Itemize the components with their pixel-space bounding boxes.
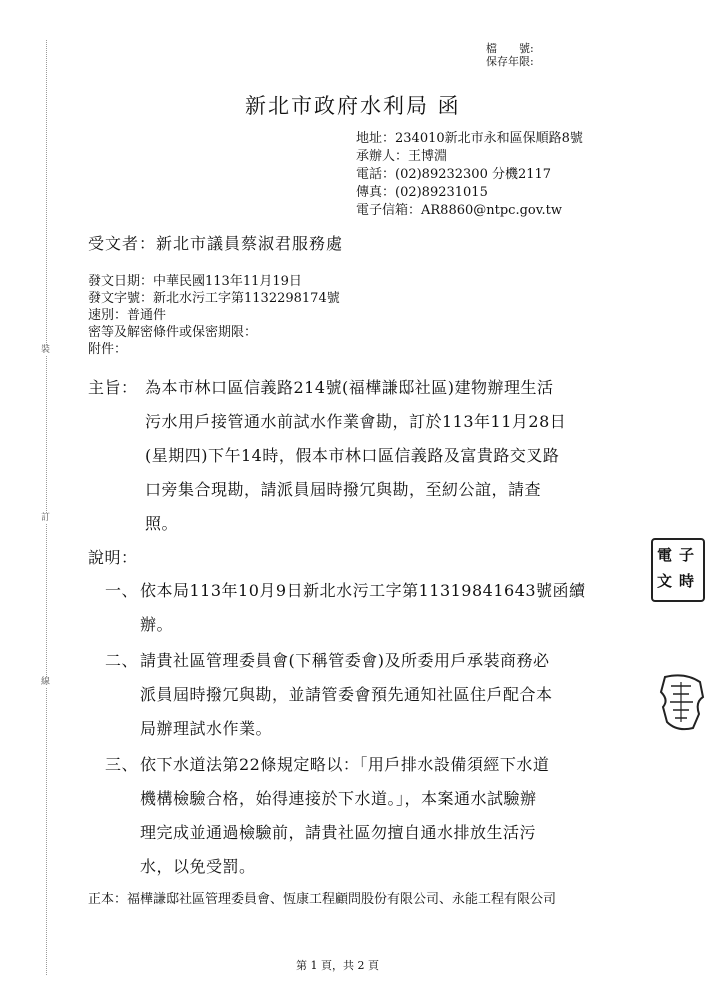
explanation-item-number: 一、 — [105, 581, 139, 600]
carbon-copy-recipients: 正本：福樺謙邸社區管理委員會、恆康工程顧問股份有限公司、永能工程有限公司 — [88, 892, 557, 907]
binding-line — [46, 40, 47, 975]
explanation-line: 局辦理試水作業。 — [140, 719, 273, 738]
explanation-line: 辦。 — [140, 615, 174, 634]
stamp-char: 時 — [679, 572, 695, 590]
binding-mark-ding: 訂 — [41, 513, 51, 523]
attachment: 附件： — [88, 342, 128, 357]
contact-address: 地址：234010新北市永和區保順路8號 — [356, 131, 583, 146]
subject-line: (星期四)下午14時，假本市林口區信義路及富貴路交叉路 — [145, 446, 560, 465]
explanation-line: 派員屆時撥冗與勘，並請管委會預先通知社區住戶配合本 — [140, 685, 553, 704]
subject-line: 污水用戶接管通水前試水作業會勘，訂於113年11月28日 — [145, 412, 567, 431]
secrecy-level: 密等及解密條件或保密期限： — [88, 325, 258, 340]
binding-mark-xian: 線 — [41, 677, 51, 687]
file-number-label: 檔 號: — [486, 42, 534, 55]
explanation-line: 請貴社區管理委員會(下稱管委會)及所委用戶承裝商務必 — [140, 651, 550, 670]
page-number: 第 1 頁，共 2 頁 — [296, 959, 379, 972]
document-number: 發文字號：新北水污工字第1132298174號 — [88, 291, 340, 306]
explanation-line: 理完成並通過檢驗前，請貴社區勿擅自通水排放生活污 — [140, 823, 537, 842]
explanation-line: 依下水道法第22條規定略以：「用戶排水設備須經下水道 — [140, 755, 550, 774]
retention-period-label: 保存年限: — [486, 55, 534, 68]
subject-label: 主旨： — [88, 378, 138, 397]
subject-line: 為本市林口區信義路214號(福樺謙邸社區)建物辦理生活 — [145, 378, 554, 397]
contact-phone: 電話：(02)89232300 分機2117 — [356, 167, 552, 182]
stamp-char: 子 — [679, 546, 695, 564]
contact-fax: 傳真：(02)89231015 — [356, 185, 488, 200]
explanation-line: 依本局113年10月9日新北水污工字第11319841643號函續 — [140, 581, 586, 600]
explanation-item-number: 二、 — [105, 651, 139, 670]
explanation-label: 說明： — [88, 548, 138, 567]
stamp-char: 電 — [657, 546, 673, 564]
document-title: 新北市政府水利局 函 — [245, 94, 461, 118]
recipient: 受文者：新北市議員蔡淑君服務處 — [88, 234, 344, 253]
binding-mark-zhuang: 裝 — [41, 345, 51, 355]
stamp-char: 文 — [657, 572, 673, 590]
explanation-item-number: 三、 — [105, 755, 139, 774]
seal-fragment-icon — [655, 672, 705, 732]
issue-date: 發文日期：中華民國113年11月19日 — [88, 274, 302, 289]
delivery-speed: 速別：普通件 — [88, 308, 167, 323]
subject-line: 照。 — [145, 514, 179, 533]
explanation-line: 機構檢驗合格，始得連接於下水道。」，本案通水試驗辦 — [140, 789, 537, 808]
contact-email: 電子信箱：AR8860@ntpc.gov.tw — [356, 203, 563, 218]
electronic-document-stamp — [651, 538, 705, 602]
subject-line: 口旁集合現勘，請派員屆時撥冗與勘，至紉公誼，請查 — [145, 480, 542, 499]
contact-handler: 承辦人：王博淵 — [356, 149, 448, 164]
explanation-line: 水，以免受罰。 — [140, 857, 256, 876]
